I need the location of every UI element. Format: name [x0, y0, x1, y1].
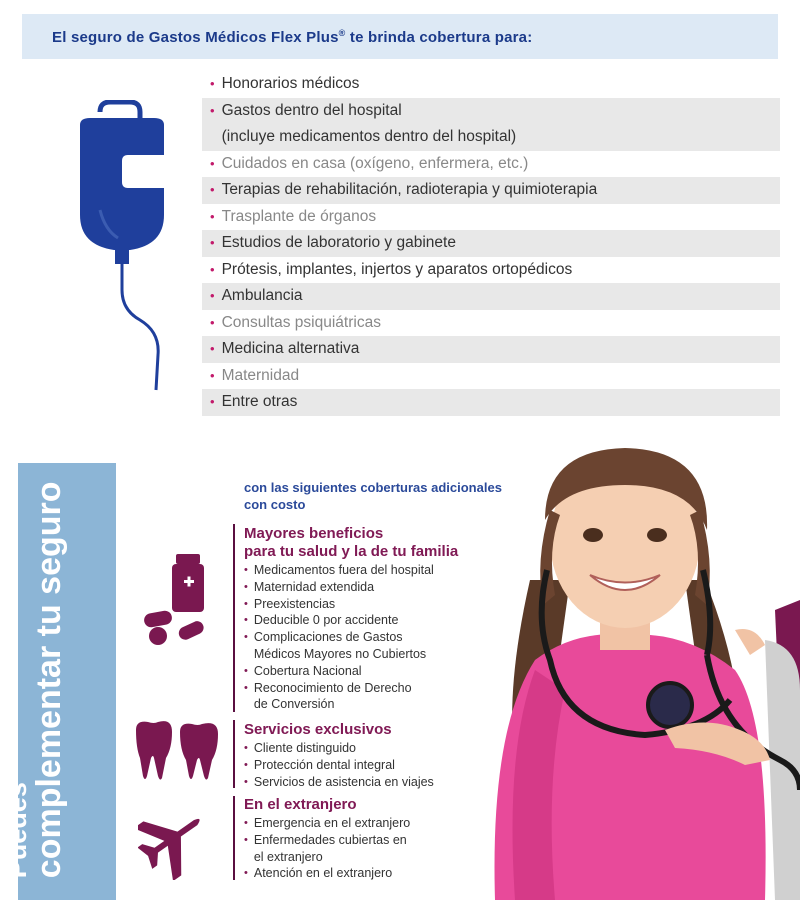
list-item-text: Enfermedades cubiertas en: [253, 832, 407, 847]
bullet: •: [244, 664, 248, 677]
bullet: •: [210, 341, 215, 356]
vertical-title-line2: complementar tu seguro: [29, 481, 68, 878]
exclusive-list: [244, 740, 494, 790]
coverage-text: Estudios de laboratorio y gabinete: [221, 234, 456, 251]
coverage-list: [202, 71, 780, 416]
list-item-text-line2: el extranjero: [253, 849, 323, 864]
coverage-text: Terapias de rehabilitación, radioterapia y quimioterapia: [221, 181, 598, 198]
coverage-item: [202, 336, 780, 363]
list-item: [244, 832, 494, 866]
list-item-text: Preexistencias: [253, 596, 336, 611]
bullet: •: [210, 394, 215, 409]
coverage-text: Prótesis, implantes, injertos y aparatos ortopédicos: [221, 260, 573, 278]
header-banner: [22, 14, 778, 59]
iv-bag-icon: [60, 100, 220, 400]
bullet: •: [244, 597, 248, 610]
bullet: •: [244, 867, 248, 880]
list-item: [244, 629, 494, 663]
list-item: [244, 740, 494, 757]
header-title: El seguro de Gastos Médicos Flex Plus® te brinda cobertura para:: [52, 27, 533, 46]
exclusive-section: [244, 721, 494, 790]
coverage-text-line2: (incluye medicamentos dentro del hospital): [221, 128, 517, 145]
list-item-text-line2: Médicos Mayores no Cubiertos: [253, 646, 427, 661]
bullet: •: [244, 758, 248, 771]
benefits-title-line2: para tu salud y la de tu familia: [244, 543, 459, 560]
list-item: [244, 774, 494, 791]
intro-line1: con las siguientes coberturas adicionales: [244, 480, 502, 495]
list-item-text: Atención en el extranjero: [253, 866, 393, 881]
bullet: •: [210, 235, 215, 250]
pill-bottle-icon: [140, 552, 215, 648]
abroad-list: [244, 815, 494, 882]
section-divider: [233, 524, 235, 712]
list-item: [244, 612, 494, 629]
list-item: [244, 596, 494, 613]
vertical-title-line1: Puedes: [1, 781, 32, 878]
list-item: [244, 815, 494, 832]
list-item: [244, 680, 494, 714]
bullet: •: [210, 314, 215, 330]
coverage-text: Ambulancia: [221, 287, 303, 304]
list-item-text: Cobertura Nacional: [253, 663, 362, 678]
benefits-title-line1: Mayores beneficios: [244, 525, 384, 542]
bullet: •: [210, 288, 215, 303]
list-item-text: Maternidad extendida: [253, 579, 375, 594]
girl-with-stethoscope-photo: [475, 430, 800, 900]
bullet: •: [210, 208, 215, 224]
section-divider: [233, 720, 235, 788]
bullet: •: [244, 614, 248, 627]
list-item-text: Cliente distinguido: [253, 741, 357, 755]
bullet: •: [210, 76, 215, 91]
airplane-icon: [138, 800, 213, 880]
bullet: •: [210, 182, 215, 197]
coverage-item: [202, 230, 780, 257]
list-item-text-line2: de Conversión: [253, 697, 335, 712]
coverage-item: [202, 283, 780, 310]
list-item: [244, 562, 494, 579]
coverage-item: [202, 389, 780, 416]
coverage-item: [202, 177, 780, 204]
list-item-text: Reconocimiento de Derecho: [253, 680, 412, 695]
coverage-item: [202, 204, 780, 231]
list-item-text: Emergencia en el extranjero: [253, 816, 411, 830]
list-item: [244, 579, 494, 596]
bullet: •: [244, 564, 248, 576]
coverage-item: [202, 310, 780, 337]
list-item: [244, 865, 494, 882]
coverage-item: [202, 257, 780, 284]
list-item-text: Servicios de asistencia en viajes: [253, 774, 434, 789]
bullet: •: [244, 681, 248, 694]
bullet: •: [210, 155, 215, 171]
coverage-item: [202, 363, 780, 390]
section-divider: [233, 796, 235, 880]
exclusive-title: Servicios exclusivos: [244, 721, 392, 738]
coverage-text: Gastos dentro del hospital: [221, 101, 402, 119]
coverage-text: Honorarios médicos: [221, 75, 360, 92]
benefits-title: [244, 525, 494, 561]
abroad-title: En el extranjero: [244, 796, 357, 813]
bullet: •: [244, 833, 248, 846]
teeth-icon: [132, 718, 222, 782]
benefits-list: [244, 562, 494, 713]
benefits-section: [244, 525, 494, 713]
list-item-text: Complicaciones de Gastos: [253, 630, 403, 645]
coverage-text: Cuidados en casa (oxígeno, enfermera, etc.): [221, 154, 529, 172]
coverage-item: [202, 71, 780, 98]
bullet: •: [244, 817, 248, 829]
bullet: •: [244, 775, 248, 788]
bullet: •: [244, 580, 248, 593]
vertical-panel: [1, 463, 116, 900]
coverage-text: Entre otras: [221, 393, 298, 410]
coverage-item: [202, 151, 780, 178]
intro-line2: con costo: [244, 497, 306, 512]
bullet: •: [210, 367, 215, 383]
list-item-text: Protección dental integral: [253, 757, 395, 772]
list-item: [244, 757, 494, 774]
coverage-text: Trasplante de órganos: [221, 207, 377, 225]
coverage-text: Maternidad: [221, 366, 300, 384]
vertical-title: [1, 481, 68, 878]
list-item-text: Deducible 0 por accidente: [253, 613, 399, 628]
bullet: •: [244, 742, 248, 754]
coverage-text: Medicina alternativa: [221, 340, 360, 357]
coverage-text: Consultas psiquiátricas: [221, 313, 381, 331]
bullet: •: [210, 102, 215, 118]
bullet: •: [244, 631, 248, 644]
coverage-item: [202, 98, 780, 151]
list-item-text: Medicamentos fuera del hospital: [253, 563, 434, 577]
list-item: [244, 663, 494, 680]
bullet: •: [210, 261, 215, 277]
abroad-section: [244, 796, 494, 882]
